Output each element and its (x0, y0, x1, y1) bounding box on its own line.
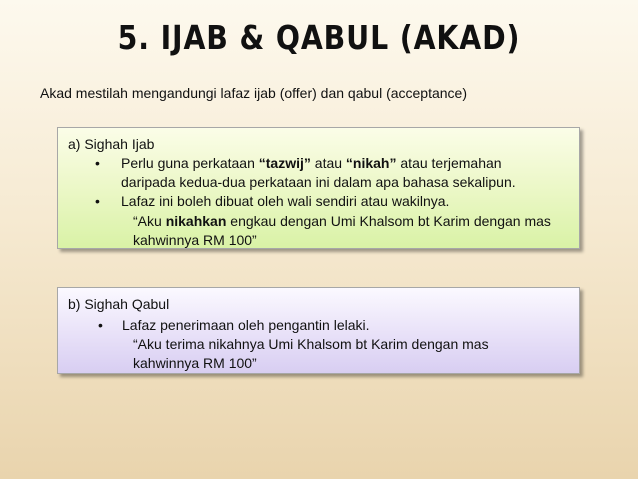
ijab-bullet-1-post: atau terjemahan (396, 155, 502, 171)
ijab-quote-line1 (133, 212, 551, 231)
ijab-word-tazwij: “tazwij” (258, 155, 311, 171)
slide-title-main: 5. IJAB & QABUL (117, 18, 400, 57)
ijab-word-nikah: “nikah” (345, 155, 397, 171)
ijab-bullet-1-pre: Perlu guna perkataan (121, 155, 259, 171)
ijab-quote-post: engkau dengan Umi Khalsom bt Karim dengan mas (226, 213, 551, 229)
bullet-icon: • (95, 193, 100, 209)
ijab-bullet-1-line2: daripada kedua-dua perkataan ini dalam apa bahasa sekalipun. (121, 174, 516, 190)
intro-text: Akad mestilah mengandungi lafaz ijab (offer) dan qabul (acceptance) (40, 85, 467, 101)
slide-title (45, 18, 594, 57)
sighah-ijab-heading: a) Sighah Ijab (68, 136, 155, 152)
slide-title-paren: (AKAD) (399, 18, 521, 57)
qabul-quote-line2: kahwinnya RM 100” (133, 355, 257, 371)
ijab-quote-pre: “Aku (133, 213, 166, 229)
ijab-quote-line2: kahwinnya RM 100” (133, 232, 257, 248)
bullet-icon: • (95, 155, 100, 171)
qabul-bullet-1: Lafaz penerimaan oleh pengantin lelaki. (122, 317, 370, 333)
ijab-bullet-2: Lafaz ini boleh dibuat oleh wali sendiri atau wakilnya. (121, 193, 450, 209)
sighah-ijab-box (57, 127, 580, 249)
sighah-qabul-box (57, 287, 580, 374)
bullet-icon: • (98, 317, 103, 333)
sighah-qabul-heading: b) Sighah Qabul (68, 296, 170, 312)
ijab-bullet-1-mid: atau (310, 155, 346, 171)
qabul-quote-line1: “Aku terima nikahnya Umi Khalsom bt Karim dengan mas (133, 336, 489, 352)
ijab-quote-bold: nikahkan (165, 213, 227, 229)
ijab-bullet-1 (121, 154, 502, 173)
